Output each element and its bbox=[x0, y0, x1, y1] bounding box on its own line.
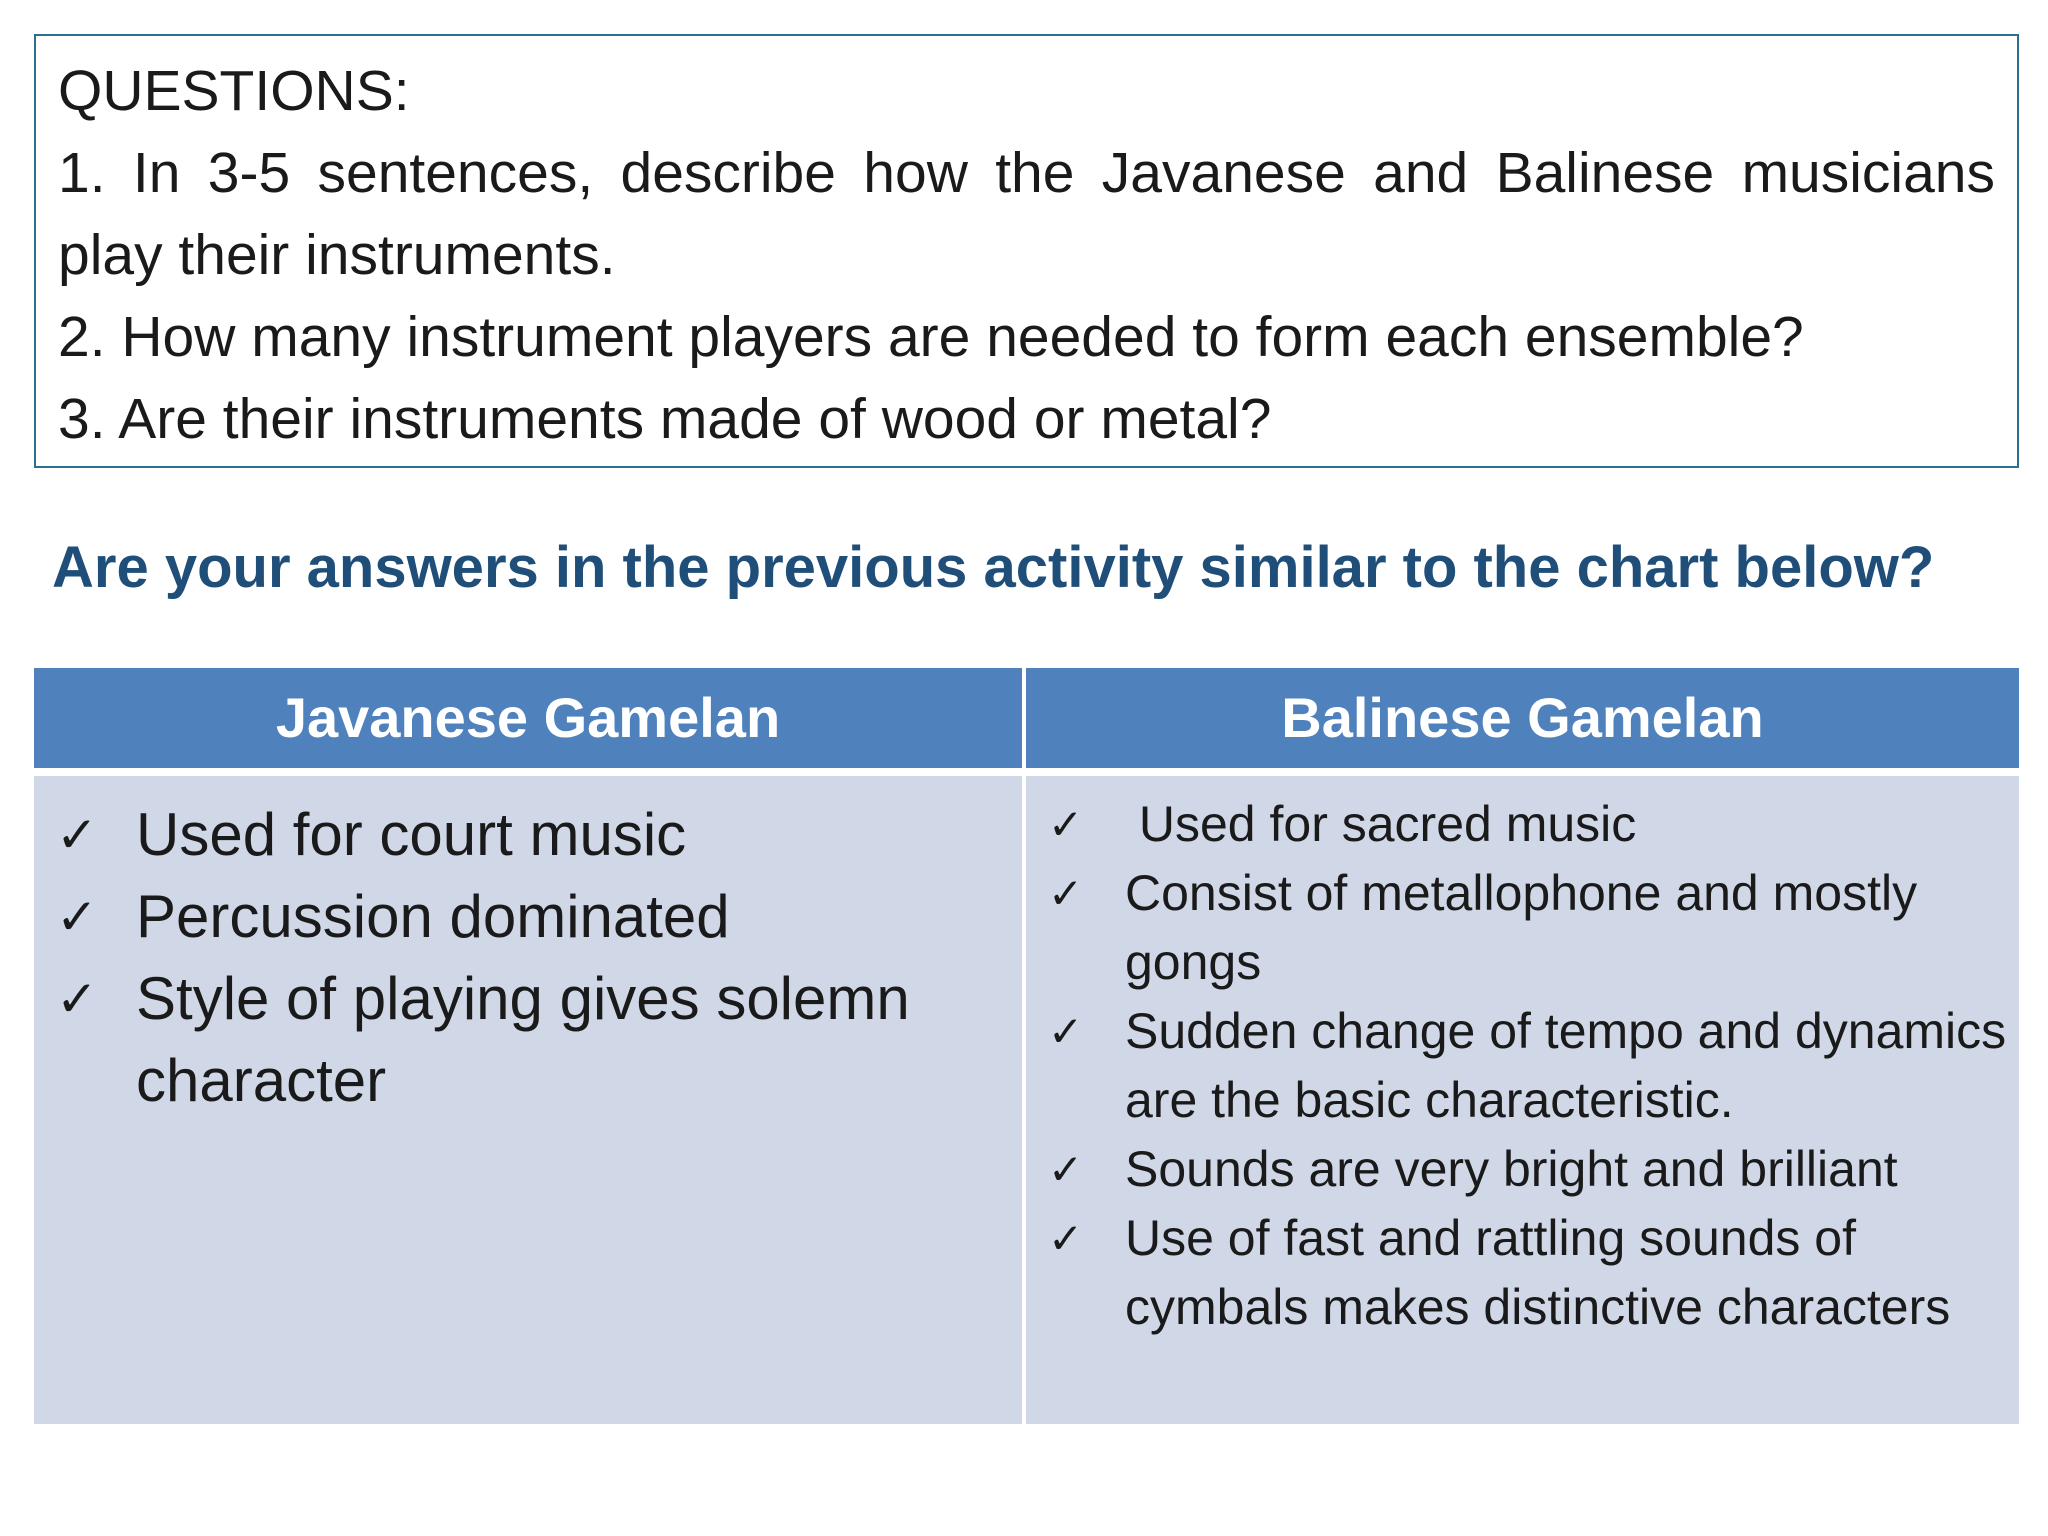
questions-heading: QUESTIONS: bbox=[58, 59, 410, 123]
list-item-text: Percussion dominated bbox=[136, 883, 730, 950]
question-1: 1. In 3-5 sentences, describe how the Javanese and Balinese musicians play their instruments. bbox=[58, 141, 1995, 287]
javanese-body bbox=[34, 776, 1022, 1424]
checkmark-icon: ✓ bbox=[1048, 800, 1084, 849]
balinese-header: Balinese Gamelan bbox=[1026, 668, 2019, 768]
javanese-list bbox=[34, 776, 1022, 1122]
list-item bbox=[56, 876, 1022, 958]
balinese-column bbox=[1026, 668, 2019, 1424]
checkmark-icon: ✓ bbox=[1048, 1007, 1084, 1056]
list-item bbox=[1048, 859, 2019, 997]
checkmark-icon: ✓ bbox=[56, 806, 98, 864]
list-item bbox=[1048, 997, 2019, 1135]
list-item-text: Use of fast and rattling sounds of cymbals makes distinctive characters bbox=[1125, 1210, 1951, 1335]
list-item-text: Style of playing gives solemn character bbox=[136, 965, 910, 1114]
list-item-text: Used for sacred music bbox=[1125, 796, 1637, 852]
list-item-text: Used for court music bbox=[136, 801, 687, 868]
checkmark-icon: ✓ bbox=[56, 970, 98, 1028]
list-item-text: Sounds are very bright and brilliant bbox=[1125, 1141, 1898, 1197]
javanese-column bbox=[34, 668, 1022, 1424]
balinese-list bbox=[1026, 776, 2019, 1342]
comparison-chart bbox=[34, 668, 2019, 1424]
questions-box bbox=[34, 34, 2019, 468]
list-item-text: Consist of metallophone and mostly gongs bbox=[1125, 865, 1918, 990]
list-item bbox=[56, 958, 1022, 1122]
list-item bbox=[1048, 1135, 2019, 1204]
question-2: 2. How many instrument players are needed to form each ensemble? bbox=[58, 305, 1804, 369]
checkmark-icon: ✓ bbox=[1048, 869, 1084, 918]
checkmark-icon: ✓ bbox=[1048, 1145, 1084, 1194]
list-item bbox=[1048, 1204, 2019, 1342]
question-3: 3. Are their instruments made of wood or metal? bbox=[58, 387, 1272, 451]
javanese-header: Javanese Gamelan bbox=[34, 668, 1022, 768]
comparison-prompt: Are your answers in the previous activity similar to the chart below? bbox=[52, 535, 1935, 600]
list-item bbox=[1048, 790, 2019, 859]
checkmark-icon: ✓ bbox=[56, 888, 98, 946]
list-item bbox=[56, 794, 1022, 876]
balinese-body bbox=[1026, 776, 2019, 1424]
list-item-text: Sudden change of tempo and dynamics are the basic characteristic. bbox=[1125, 1003, 2007, 1128]
checkmark-icon: ✓ bbox=[1048, 1214, 1084, 1263]
